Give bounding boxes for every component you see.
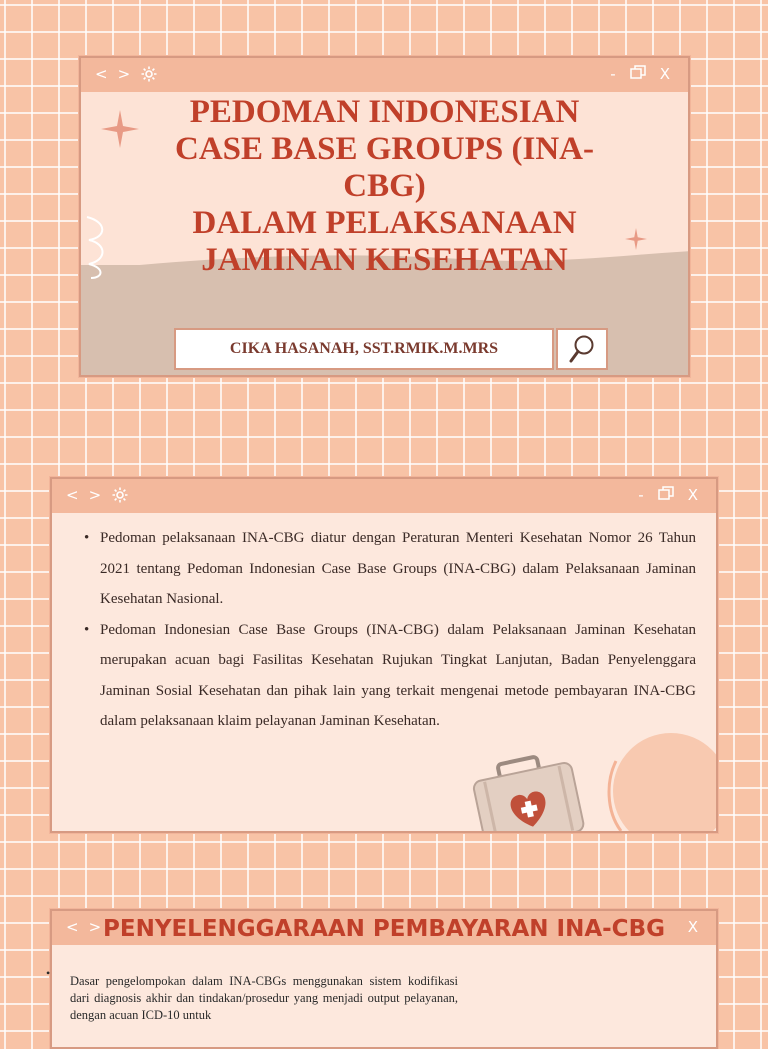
close-button[interactable]: X [687, 486, 698, 504]
bullet-marker: • [46, 966, 51, 980]
title-line: PEDOMAN INDONESIAN [189, 94, 580, 130]
section-slide-body [52, 945, 716, 1047]
window-titlebar [52, 911, 716, 947]
restore-icon[interactable] [658, 485, 674, 505]
minimize-button[interactable]: - [610, 65, 616, 83]
forward-button[interactable]: > [117, 65, 131, 83]
section-slide-window [50, 909, 718, 1049]
close-button[interactable]: X [687, 918, 698, 936]
content-slide-body [52, 513, 716, 831]
forward-button[interactable]: > [88, 918, 102, 936]
minimize-button[interactable]: - [638, 486, 644, 504]
title-line: CASE BASE GROUPS (INA- [175, 131, 594, 167]
title-line: DALAM PELAKSANAAN [192, 205, 577, 241]
forward-button[interactable]: > [88, 486, 102, 504]
section-paragraph: Dasar pengelompokan dalam INA-CBGs menggunakan sistem kodifikasi dari diagnosis akhir dan tindakan/prosedur yang menjadi output pelayanan, dengan acuan ICD-10 untuk [70, 974, 458, 1022]
author-search-field[interactable] [174, 328, 554, 370]
medical-suitcase-icon [464, 753, 594, 833]
page-title [81, 94, 688, 279]
bullet-list [84, 523, 696, 737]
author-name: CIKA HASANAH, SST.RMIK.M.MRS [229, 340, 499, 357]
search-icon [568, 334, 596, 364]
list-item: • Pedoman Indonesian Case Base Groups (INA-CBG) dalam Pelaksanaan Jaminan Kesehatan merupakan acuan bagi Fasilitas Kesehatan Rujukan Tingkat Lanjutan, Badan Penyelenggara Jaminan Sosial Kesehatan dan pihak lain yang terkait mengenai metode pembayaran INA-CBG dalam pelaksanaan klaim pelayanan Jaminan Kesehatan. [84, 615, 696, 737]
gear-icon[interactable] [111, 486, 129, 504]
window-titlebar [52, 479, 716, 515]
gear-icon[interactable] [140, 65, 158, 83]
search-button[interactable] [556, 328, 608, 370]
content-slide-window [50, 477, 718, 833]
list-item: • Pedoman pelaksanaan INA-CBG diatur dengan Peraturan Menteri Kesehatan Nomor 26 Tahun 2021 tentang Pedoman Indonesian Case Base Groups (INA-CBG) dalam Pelaksanaan Jaminan Kesehatan Nasional. [84, 523, 696, 615]
close-button[interactable]: X [659, 65, 670, 83]
title-slide-body [81, 92, 688, 375]
back-button[interactable]: < [66, 486, 79, 504]
back-button[interactable]: < [95, 65, 108, 83]
window-titlebar [81, 58, 688, 94]
title-line: JAMINAN KESEHATAN [201, 242, 568, 278]
title-slide-window [79, 56, 690, 377]
restore-icon[interactable] [630, 64, 646, 84]
title-line: CBG) [343, 168, 426, 204]
decorative-blob [596, 721, 718, 833]
back-button[interactable]: < [66, 918, 79, 936]
section-title: PENYELENGGARAAN PEMBAYARAN INA-CBG [103, 916, 665, 942]
